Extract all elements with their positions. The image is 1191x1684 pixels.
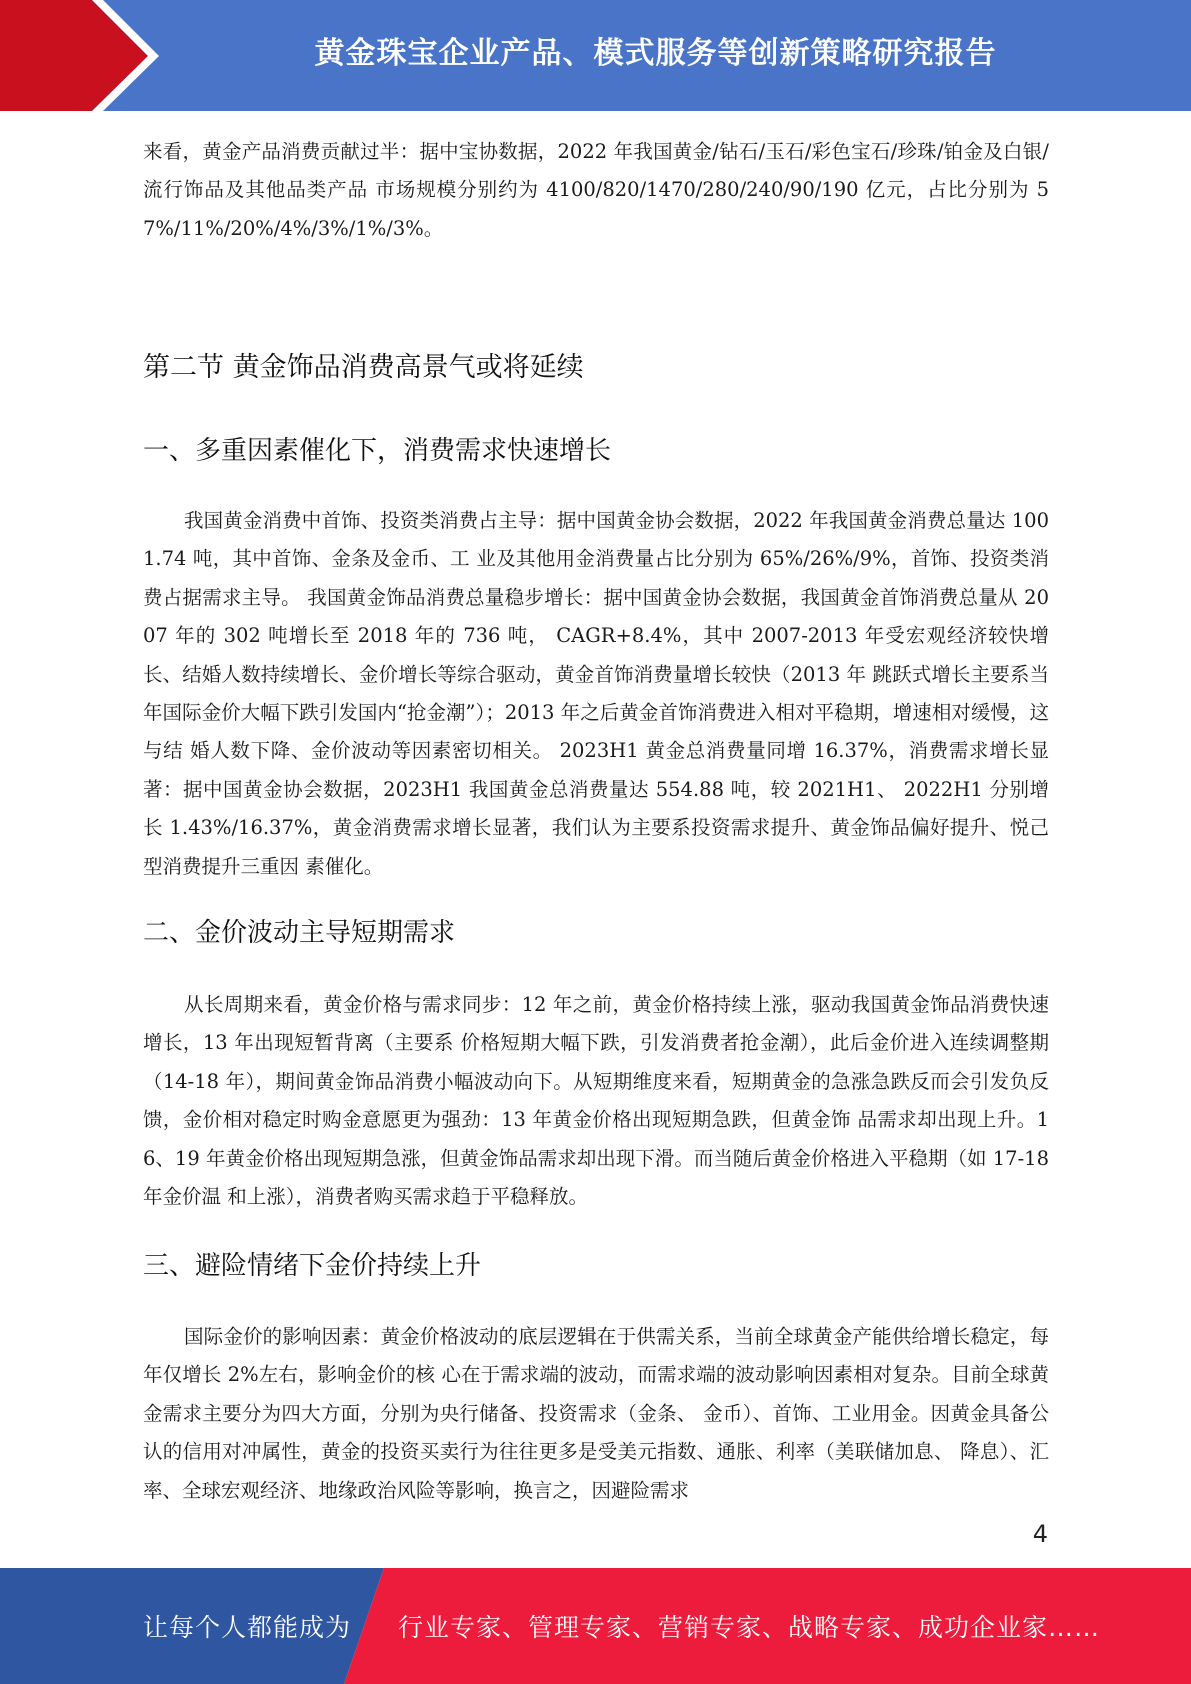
subsection-heading-3: 三、避险情绪下金价持续上升 <box>143 1251 482 1281</box>
section-title: 第二节 黄金饰品消费高景气或将延续 <box>143 352 584 383</box>
subsection-heading-1: 一、多重因素催化下，消费需求快速增长 <box>143 436 612 466</box>
subsection-body-2 <box>143 986 1049 1216</box>
page-header <box>0 0 1191 111</box>
subsection-body-3 <box>143 1318 1049 1510</box>
header-blue-wedge <box>0 0 4 111</box>
intro-block <box>143 133 1049 248</box>
report-title: 黄金珠宝企业产品、模式服务等创新策略研究报告 <box>314 36 997 71</box>
page-number: 4 <box>1032 1520 1048 1548</box>
subsection-paragraph-3: 国际金价的影响因素：黄金价格波动的底层逻辑在于供需关系，当前全球黄金产能供给增长稳定，每年仅增长 2%左右，影响金价的核 心在于需求端的波动，而需求端的波动影响因素相对复杂。目前全球黄金需求主要分为四大方面，分别为央行储备、投资需求（金条、 金币）、首饰、工业用金。因黄金具备公认的信用对冲属性，黄金的投资买卖行为往往更多是受美元指数、通胀、利率（美联储加息、 降息）、汇率、全球宏观经济、地缘政治风险等影响，换言之，因避险需求 <box>143 1325 1049 1502</box>
subsection-heading-2: 二、金价波动主导短期需求 <box>143 918 456 948</box>
footer-slogan-left: 让每个人都能成为 <box>143 1613 352 1642</box>
subsection-paragraph-2: 从长周期来看，黄金价格与需求同步：12 年之前，黄金价格持续上涨，驱动我国黄金饰品消费快速增长，13 年出现短暂背离（主要系 价格短期大幅下跌，引发消费者抢金潮），此后金价进入连续调整期（14-18 年），期间黄金饰品消费小幅波动向下。从短期维度来看，短期黄金的急涨急跌反而会引发负反馈，金价相对稳定时购金意愿更为强劲：13 年黄金价格出现短期急跌，但黄金饰 品需求却出现上升。16、19 年黄金价格出现短期急涨，但黄金饰品需求却出现下滑。而当随后黄金价格进入平稳期（如 17-18 年金价温 和上涨），消费者购买需求趋于平稳释放。 <box>143 993 1049 1209</box>
page-footer <box>0 1568 1191 1684</box>
subsection-body-1 <box>143 502 1049 886</box>
header-red-chevron <box>0 0 148 111</box>
intro-paragraph: 来看，黄金产品消费贡献过半：据中宝协数据，2022 年我国黄金/钻石/玉石/彩色宝石/珍珠/铂金及白银/流行饰品及其他品类产品 市场规模分别约为 4100/820/1470/280/240/90/190 亿元，占比分别为 57%/11%/20%/4%/3%/1%/3%。 <box>143 140 1049 240</box>
footer-slogan-right: 行业专家、管理专家、营销专家、战略专家、成功企业家…… <box>398 1613 1101 1642</box>
subsection-paragraph-1: 我国黄金消费中首饰、投资类消费占主导：据中国黄金协会数据，2022 年我国黄金消费总量达 1001.74 吨，其中首饰、金条及金币、工 业及其他用金消费量占比分别为 65%/26%/9%，首饰、投资类消费占据需求主导。 我国黄金饰品消费总量稳步增长：据中国黄金协会数据，我国黄金首饰消费总量从 2007 年的 302 吨增长至 2018 年的 736 吨， CAGR+8.4%，其中 2007-2013 年受宏观经济较快增长、结婚人数持续增长、金价增长等综合驱动，黄金首饰消费量增长较快（2013 年 跳跃式增长主要系当年国际金价大幅下跌引发国内“抢金潮”）；2013 年之后黄金首饰消费进入相对平稳期，增速相对缓慢，这与结 婚人数下降、金价波动等因素密切相关。 2023H1 黄金总消费量同增 16.37%，消费需求增长显著：据中国黄金协会数据，2023H1 我国黄金总消费量达 554.88 吨，较 2021H1、 2022H1 分别增长 1.43%/16.37%，黄金消费需求增长显著，我们认为主要系投资需求提升、黄金饰品偏好提升、悦己型消费提升三重因 素催化。 <box>143 509 1049 878</box>
